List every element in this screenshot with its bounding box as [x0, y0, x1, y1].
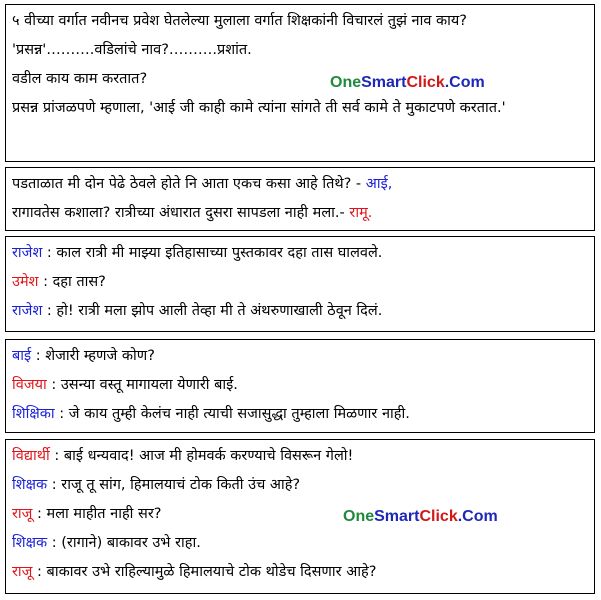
- speaker: राजू: [12, 564, 33, 580]
- watermark: OneSmartClick.Com: [330, 74, 485, 91]
- speaker: उमेश: [12, 274, 39, 290]
- watermark: OneSmartClick.Com: [343, 508, 498, 525]
- dialogue-line: शिक्षक : (रागाने) बाकावर उभे राहा.: [12, 535, 201, 551]
- dialogue-line: शिक्षक : राजू तू सांग, हिमालयाचं टोक किती उंच आहे?: [12, 477, 301, 493]
- speaker: बाई: [12, 348, 32, 364]
- joke-line: पडताळात मी दोन पेढे ठेवले होते नि आता एकच कसा आहे तिथे? - आई,: [12, 176, 393, 192]
- speaker: आई,: [365, 176, 393, 192]
- joke-box-1: [5, 4, 595, 162]
- dialogue-line: राजेश : काल रात्री मी माझ्या इतिहासाच्या पुस्तकावर दहा तास घालवले.: [12, 245, 383, 261]
- joke-box-4: [5, 339, 595, 433]
- speaker: राजेश: [12, 245, 43, 261]
- dialogue-line: विजया : उसन्या वस्तू मागायला येणारी बाई.: [12, 377, 238, 393]
- dialogue-line: राजू : मला माहीत नाही सर?: [12, 506, 162, 522]
- dialogue-line: राजेश : हो! रात्री मला झोप आली तेव्हा मी ते अंथरुणाखाली ठेवून दिलं.: [12, 303, 383, 319]
- speaker: राजू: [12, 506, 33, 522]
- joke-line: 'प्रसन्न'……….वडिलांचे नाव?……….प्रशांत.: [12, 42, 252, 58]
- dialogue-line: राजू : बाकावर उभे राहिल्यामुळे हिमालयाचे टोक थोडेच दिसणार आहे?: [12, 564, 377, 580]
- speaker: रामू.: [349, 205, 373, 221]
- dialogue-line: उमेश : दहा तास?: [12, 274, 106, 290]
- joke-line: रागावतेस कशाला? रात्रीच्या अंधारात दुसरा सापडला नाही मला.- रामू.: [12, 205, 373, 221]
- joke-box-3: [5, 236, 595, 332]
- joke-line: प्रसन्न प्रांजळपणे म्हणाला, 'आई जी काही कामे त्यांना सांगते ती सर्व कामे ते मुकाटपणे करतात.': [12, 100, 506, 116]
- joke-box-2: [5, 167, 595, 231]
- dialogue-line: बाई : शेजारी म्हणजे कोण?: [12, 348, 155, 364]
- speaker: विद्यार्थी: [12, 448, 50, 464]
- joke-line: ५ वीच्या वर्गात नवीनच प्रवेश घेतलेल्या मुलाला वर्गात शिक्षकांनी विचारलं तुझं नाव काय?: [12, 13, 467, 29]
- dialogue-line: विद्यार्थी : बाई धन्यवाद! आज मी होमवर्क करण्याचे विसरून गेलो!: [12, 448, 354, 464]
- speaker: शिक्षक: [12, 477, 48, 493]
- dialogue-line: शिक्षिका : जे काय तुम्ही केलंच नाही त्याची सजासुद्धा तुम्हाला मिळणार नाही.: [12, 406, 410, 422]
- speaker: शिक्षिका: [12, 406, 55, 422]
- speaker: शिक्षक: [12, 535, 48, 551]
- speaker: विजया: [12, 377, 47, 393]
- joke-line: वडील काय काम करतात?: [12, 71, 148, 87]
- joke-box-5: [5, 439, 595, 594]
- speaker: राजेश: [12, 303, 43, 319]
